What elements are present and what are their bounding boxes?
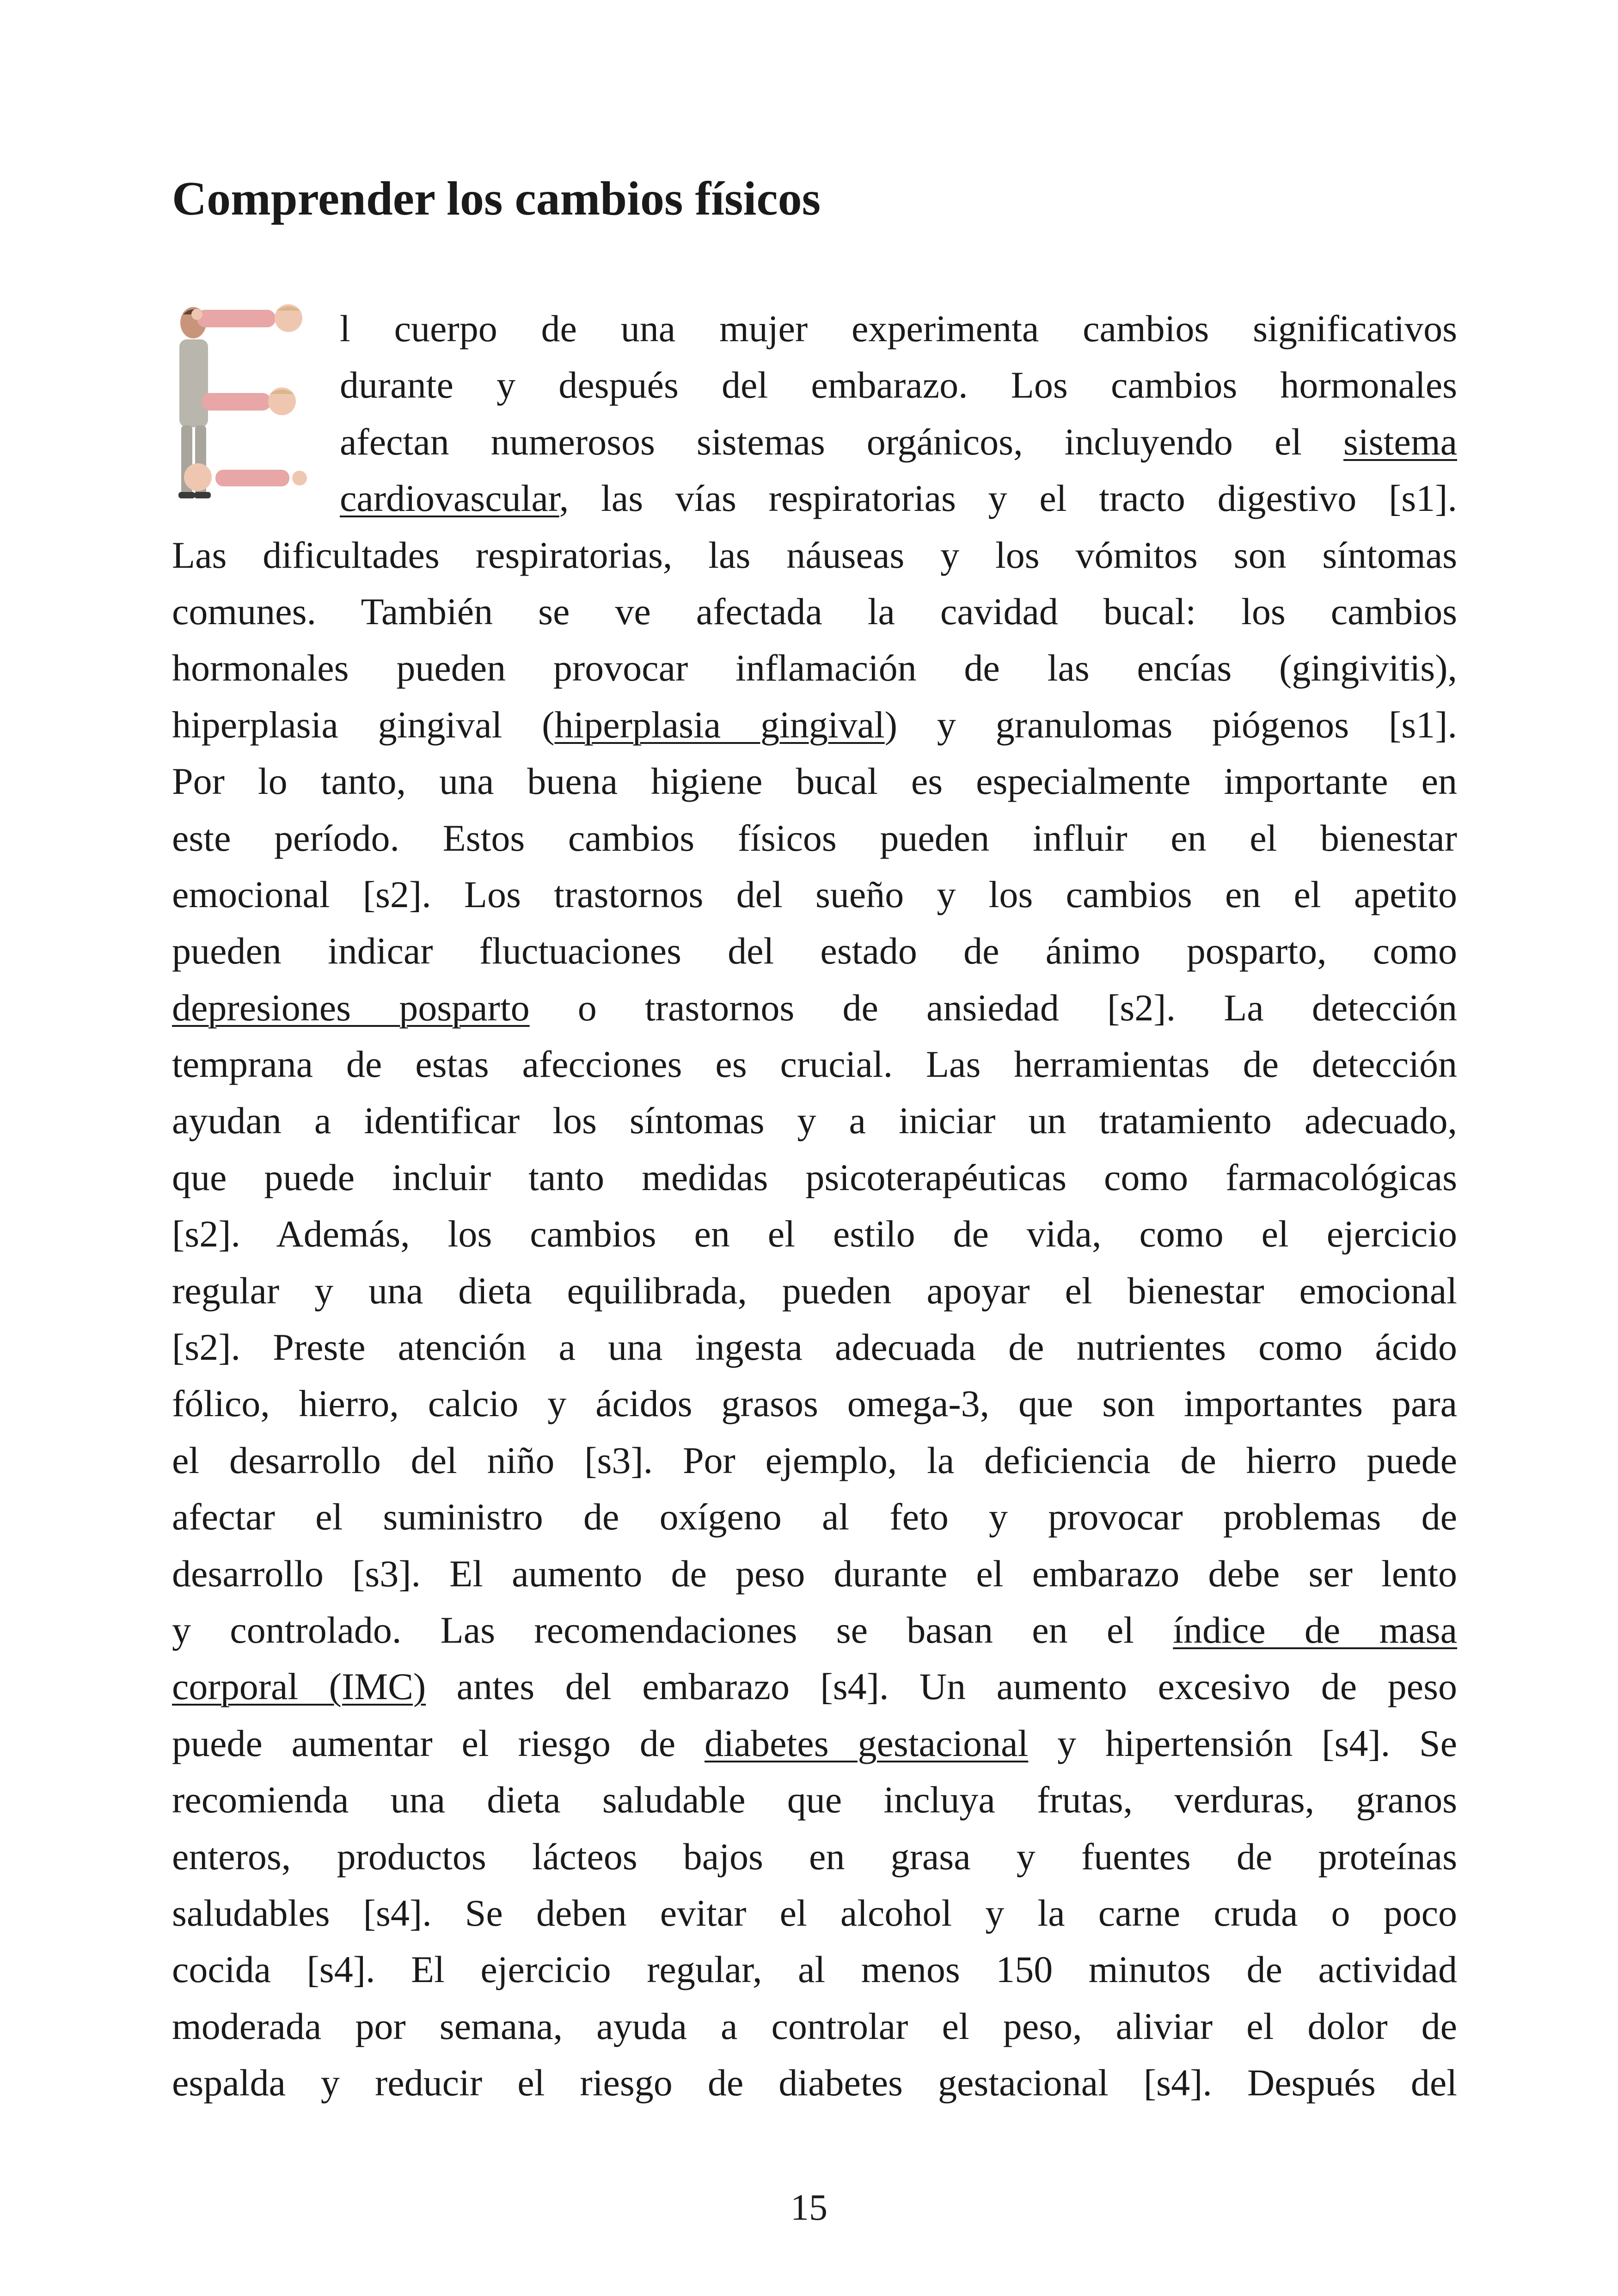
link-sistema-cardiovascular-cont[interactable]: cardiovascular — [340, 477, 559, 520]
paragraph-line: fólico, hierro, calcio y ácidos grasos omega-3, que son importantes para — [172, 1382, 1457, 1425]
paragraph-line: cardiovascular, las vías respiratorias y el tracto digestivo [s1]. — [340, 477, 1457, 520]
paragraph-line: hormonales pueden provocar inflamación de las encías (gingivitis), — [172, 647, 1457, 689]
paragraph-line: comunes. También se ve afectada la cavidad bucal: los cambios — [172, 590, 1457, 632]
link-indice-de-masa-corporal-cont[interactable]: corporal (IMC) — [172, 1665, 426, 1708]
paragraph-line: l cuerpo de una mujer experimenta cambios significativos — [340, 307, 1457, 350]
paragraph-line: este período. Estos cambios físicos pueden influir en el bienestar — [172, 816, 1457, 859]
link-diabetes-gestacional[interactable]: diabetes gestacional — [704, 1722, 1029, 1764]
paragraph-line: y controlado. Las recomendaciones se basan en el índice de masa — [172, 1608, 1457, 1651]
page-number: 15 — [791, 2187, 827, 2228]
section-heading: Comprender los cambios físicos — [172, 172, 821, 225]
paragraph-line: temprana de estas afecciones es crucial. Las herramientas de detección — [172, 1043, 1457, 1086]
paragraph-line: puede aumentar el riesgo de diabetes gestacional y hipertensión [s4]. Se — [172, 1722, 1457, 1764]
paragraph-line: el desarrollo del niño [s3]. Por ejemplo, la deficiencia de hierro puede — [172, 1439, 1457, 1481]
paragraph-line: saludables [s4]. Se deben evitar el alcohol y la carne cruda o poco — [172, 1891, 1457, 1934]
paragraph-line: que puede incluir tanto medidas psicoterapéuticas como farmacológicas — [172, 1156, 1457, 1198]
paragraph-line: [s2]. Preste atención a una ingesta adecuada de nutrientes como ácido — [172, 1326, 1457, 1369]
link-depresiones-posparto[interactable]: depresiones posparto — [172, 986, 530, 1029]
paragraph-line: depresiones posparto o trastornos de ansiedad [s2]. La detección — [172, 986, 1457, 1029]
link-sistema-cardiovascular[interactable]: sistema — [1343, 420, 1457, 463]
paragraph-line: regular y una dieta equilibrada, pueden apoyar el bienestar emocional — [172, 1269, 1457, 1312]
paragraph-line: cocida [s4]. El ejercicio regular, al menos 150 minutos de actividad — [172, 1948, 1457, 1991]
paragraph-line: hiperplasia gingival (hiperplasia gingival) y granulomas piógenos [s1]. — [172, 703, 1457, 746]
paragraph-line: ayudan a identificar los síntomas y a iniciar un tratamiento adecuado, — [172, 1099, 1457, 1142]
link-indice-de-masa-corporal[interactable]: índice de masa — [1173, 1608, 1457, 1651]
paragraph-line: Por lo tanto, una buena higiene bucal es especialmente importante en — [172, 760, 1457, 803]
paragraph-line: recomienda una dieta saludable que incluya frutas, verduras, granos — [172, 1779, 1457, 1821]
body-paragraph — [172, 301, 1457, 2112]
paragraph-line: desarrollo [s3]. El aumento de peso durante el embarazo debe ser lento — [172, 1552, 1457, 1595]
paragraph-line: enteros, productos lácteos bajos en grasa y fuentes de proteínas — [172, 1835, 1457, 1878]
paragraph-line: emocional [s2]. Los trastornos del sueño y los cambios en el apetito — [172, 873, 1457, 915]
link-hiperplasia-gingival[interactable]: hiperplasia gingival — [554, 703, 885, 746]
paragraph-line: espalda y reducir el riesgo de diabetes gestacional [s4]. Después del — [172, 2062, 1457, 2104]
paragraph-line: moderada por semana, ayuda a controlar el peso, aliviar el dolor de — [172, 2005, 1457, 2047]
paragraph-line: corporal (IMC) antes del embarazo [s4]. Un aumento excesivo de peso — [172, 1665, 1457, 1708]
paragraph-line: [s2]. Además, los cambios en el estilo de vida, como el ejercicio — [172, 1213, 1457, 1255]
paragraph-line: afectan numerosos sistemas orgánicos, incluyendo el sistema — [340, 420, 1457, 463]
paragraph-line: durante y después del embarazo. Los cambios hormonales — [340, 364, 1457, 406]
paragraph-line: pueden indicar fluctuaciones del estado de ánimo posparto, como — [172, 930, 1457, 972]
paragraph-line: afectar el suministro de oxígeno al feto y provocar problemas de — [172, 1496, 1457, 1538]
paragraph-line: Las dificultades respiratorias, las náuseas y los vómitos son síntomas — [172, 534, 1457, 576]
